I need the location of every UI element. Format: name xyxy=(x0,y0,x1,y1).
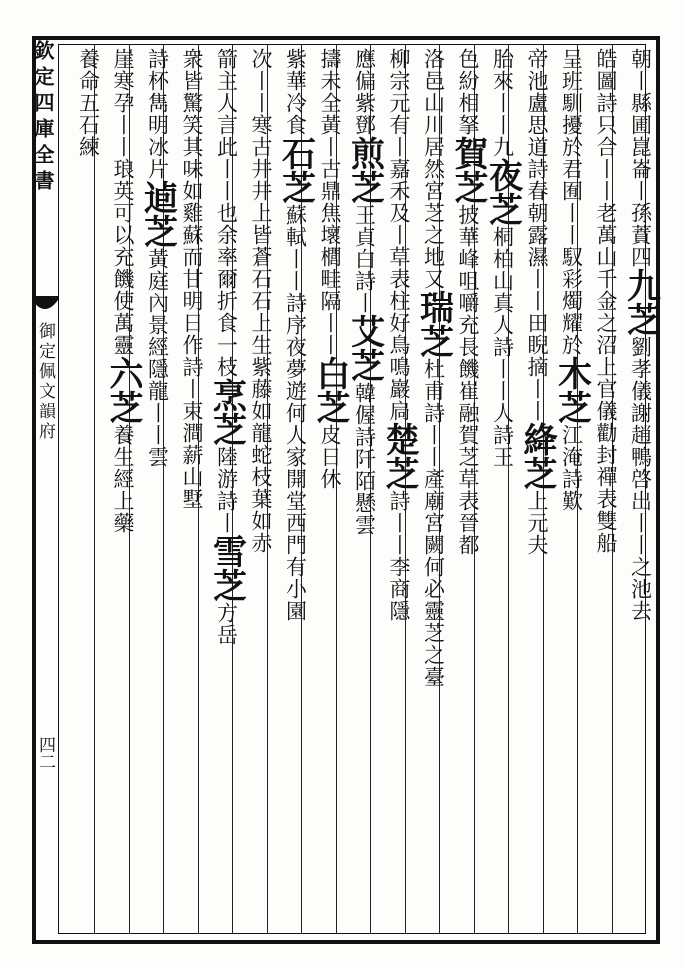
text-segment: 桐柏山真人詩丨丨人詩王 xyxy=(490,226,515,468)
text-segment: 黃庭內景經隱龍丨丨雲 xyxy=(145,248,170,468)
text-segment: 王貞白詩丨 xyxy=(352,204,377,314)
text-segment: 衆皆驚笑其味如雞蘇而甘明日作詩丨束澗薪山墅 xyxy=(180,48,204,510)
entry-heading: 六芝 xyxy=(103,356,143,424)
entry-heading: 煎芝 xyxy=(344,136,385,204)
text-segment: 皓圖詩只合丨丨老萬山千金之沼上官儀勸封禪表雙船 xyxy=(594,48,618,554)
text-segment: 擣未全黃丨古鼎焦壞櫚畦隔丨丨 xyxy=(318,48,342,356)
text-segment: 胎來丨丨九 xyxy=(490,48,515,158)
text-segment: 杜甫詩丨丨產廟宮闕何必靈芝之臺 xyxy=(421,358,446,688)
entry-heading: 夜芝 xyxy=(482,158,523,226)
text-segment: 劉孝儀謝趙鴨啓出丨丨之池去 xyxy=(628,336,653,622)
text-segment: 色紛相拏 xyxy=(456,48,480,136)
text-column xyxy=(614,48,661,928)
text-segment: 紫華冷食 xyxy=(283,48,308,136)
text-segment: 詩杯雋明冰片 xyxy=(145,48,170,180)
entry-heading: 絳芝 xyxy=(517,422,557,490)
text-segment: 應偏紫鄧 xyxy=(352,48,377,136)
text-segment: 皮日休 xyxy=(318,424,342,490)
entry-heading: 瑞芝 xyxy=(413,290,454,358)
text-segment: 蘇軾丨丨詩序夜夢遊何人家開堂西門有小園 xyxy=(283,204,308,622)
text-segment: 箭主人言此丨丨也余率爾折食一枝 xyxy=(214,48,239,378)
text-segment: 上元夫 xyxy=(525,490,549,556)
text-segment: 崖寒孕丨丨琅英可以充饑使萬靈 xyxy=(111,48,135,356)
book-subtitle: 御定佩文韻府 xyxy=(35,322,55,442)
book-title: 欽定四庫全書 xyxy=(31,40,55,196)
text-segment: 江淹詩歎 xyxy=(559,424,584,512)
text-column xyxy=(234,48,274,928)
text-segment: 韓偓詩阡陌懸雲 xyxy=(352,382,377,536)
entry-heading: 九芝 xyxy=(620,268,661,336)
text-segment: 次丨丨寒古井井上皆蒼石石上生紫藤如龍蛇枝葉如赤 xyxy=(249,48,273,554)
text-segment: 養生經上藥 xyxy=(111,424,135,534)
entry-heading: 白芝 xyxy=(310,356,350,424)
text-segment: 披華峰咀嚼充長饑崔融賀芝草表晉都 xyxy=(456,204,480,556)
text-segment: 方岳 xyxy=(214,602,239,646)
text-segment: 洛邑山川居然宮芝之地又 xyxy=(421,48,446,290)
text-column xyxy=(338,48,385,928)
text-segment: 朝丨縣圃崑崙丨孫蕡四 xyxy=(628,48,653,268)
text-segment: 養命五石練 xyxy=(76,48,101,158)
entry-heading: 雪芝 xyxy=(206,534,247,602)
text-segment: 帝池盧思道詩春朝露濕丨丨田睨摘丨丨 xyxy=(525,48,549,422)
text-column xyxy=(131,48,178,928)
entry-heading: 艾芝 xyxy=(344,314,385,382)
text-column xyxy=(579,48,619,928)
text-segment: 陸游詩丨 xyxy=(214,446,239,534)
entry-heading: 烹芝 xyxy=(206,378,247,446)
entry-heading: 楚芝 xyxy=(379,422,419,490)
text-column xyxy=(269,48,316,928)
fish-tail-ornament-icon xyxy=(32,296,58,318)
text-column xyxy=(200,48,247,928)
text-column xyxy=(62,48,102,928)
text-column xyxy=(96,48,143,928)
entry-heading: 石芝 xyxy=(275,136,316,204)
page-number: 四二 xyxy=(35,736,55,770)
entry-heading: 木芝 xyxy=(551,356,592,424)
text-column xyxy=(441,48,488,928)
entry-heading: 賀芝 xyxy=(448,136,488,204)
text-segment: 柳宗元有丨嘉禾及丨草表柱好鳥鳴巖扃 xyxy=(387,48,411,422)
text-segment: 呈班馴擾於君囿丨丨馭彩燭耀於 xyxy=(559,48,584,356)
text-segment: 詩丨丨李商隱 xyxy=(387,490,411,622)
entry-heading: 逌芝 xyxy=(137,180,178,248)
